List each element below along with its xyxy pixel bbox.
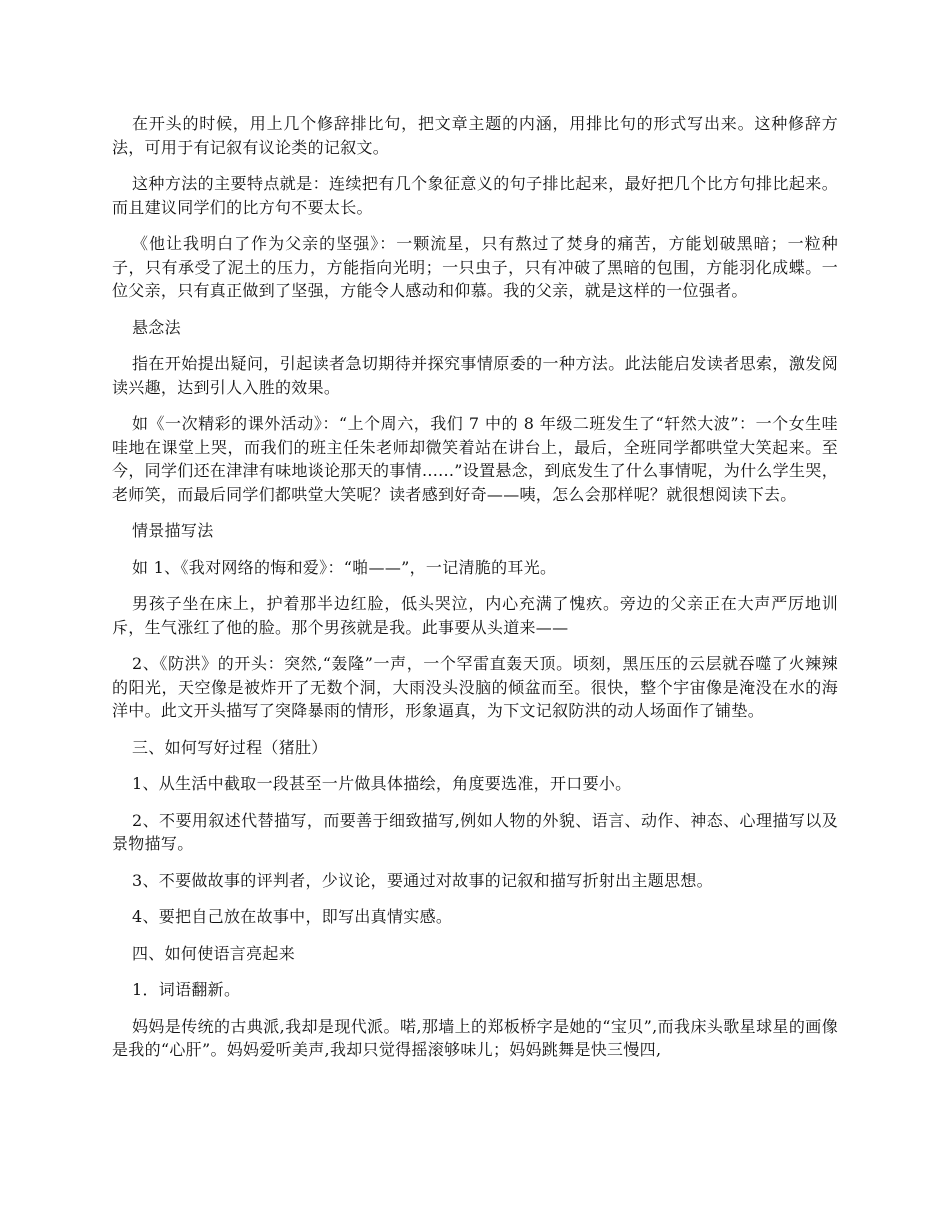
paragraph-scene-example-1: 如 1、《我对网络的悔和爱》：“啪——”，一记清脆的耳光。: [132, 557, 557, 577]
paragraph-suspense-example: 如《一次精彩的课外活动》：“上个周六，我们 7 中的 8 年级二班发生了“轩然大波”：一个女生哇哇地在课堂上哭，而我们的班主任朱老师却微笑着站在讲台上，最后，全班同学都哄堂大笑起来。至今，同学们还在津津有味地谈论那天的事情......”设置悬念，到底发生了什么事情呢，为什么学生哭，老师笑，而最后同学们都哄堂大笑呢？读者感到好奇——咦，怎么会那样呢？就很想阅读下去。: [112, 414, 838, 504]
subheading-word-renewal: 1．词语翻新。: [132, 980, 241, 999]
paragraph-suspense-definition: 指在开始提出疑问，引起读者急切期待并探究事情原委的一种方法。此法能启发读者思索，激发阅读兴趣，达到引人入胜的效果。: [112, 354, 838, 397]
heading-suspense-method: 悬念法: [132, 317, 181, 337]
list-item-process-4: 4、要把自己放在故事中，即写出真情实感。: [132, 907, 453, 926]
heading-writing-process: 三、如何写好过程（猪肚）: [132, 737, 328, 757]
list-item-process-3: 3、不要做故事的评判者，少议论，要通过对故事的记叙和描写折射出主题思想。: [132, 870, 713, 890]
heading-scene-description-method: 情景描写法: [132, 521, 214, 540]
paragraph-parallelism-features: 这种方法的主要特点就是：连续把有几个象征意义的句子排比起来，最好把几个比方句排比起来。而且建议同学们的比方句不要太长。: [112, 174, 838, 217]
heading-brighten-language: 四、如何使语言亮起来: [132, 943, 296, 963]
paragraph-word-renewal-example: 妈妈是传统的古典派,我却是现代派。喏,那墙上的郑板桥字是她的“宝贝”,而我床头歌星球星的画像是我的“心肝”。妈妈爱听美声,我却只觉得摇滚够味儿；妈妈跳舞是快三慢四,: [112, 1016, 838, 1059]
paragraph-parallelism-example: 《他让我明白了作为父亲的坚强》：一颗流星，只有熬过了焚身的痛苦，方能划破黑暗；一粒种子，只有承受了泥土的压力，方能指向光明；一只虫子，只有冲破了黑暗的包围，方能羽化成蝶。一位父亲，只有真正做到了坚强，方能令人感动和仰慕。我的父亲，就是这样的一位强者。: [112, 234, 838, 300]
paragraph-scene-example-2: 2、《防洪》的开头：突然,“轰隆”一声，一个罕雷直轰天顶。顷刻，黑压压的云层就吞噬了火辣辣的阳光，天空像是被炸开了无数个洞，大雨没头没脑的倾盆而至。很快，整个宇宙像是淹没在水的海洋中。此文开头描写了突降暴雨的情形，形象逼真，为下文记叙防洪的动人场面作了铺垫。: [112, 654, 838, 720]
list-item-process-1: 1、从生活中截取一段甚至一片做具体描绘，角度要选准，开口要小。: [132, 774, 632, 793]
document-body: [112, 112, 838, 1075]
list-item-process-2: 2、不要用叙述代替描写，而要善于细致描写,例如人物的外貌、语言、动作、神态、心理描写以及景物描写。: [112, 810, 838, 853]
paragraph-parallelism-intro: 在开头的时候，用上几个修辞排比句，把文章主题的内涵，用排比句的形式写出来。这种修辞方法，可用于有记叙有议论类的记叙文。: [112, 114, 838, 157]
paragraph-scene-example-1-continued: 男孩子坐在床上，护着那半边红脸，低头哭泣，内心充满了愧疚。旁边的父亲正在大声严厉地训斥，生气涨红了他的脸。那个男孩就是我。此事要从头道来——: [112, 594, 838, 637]
